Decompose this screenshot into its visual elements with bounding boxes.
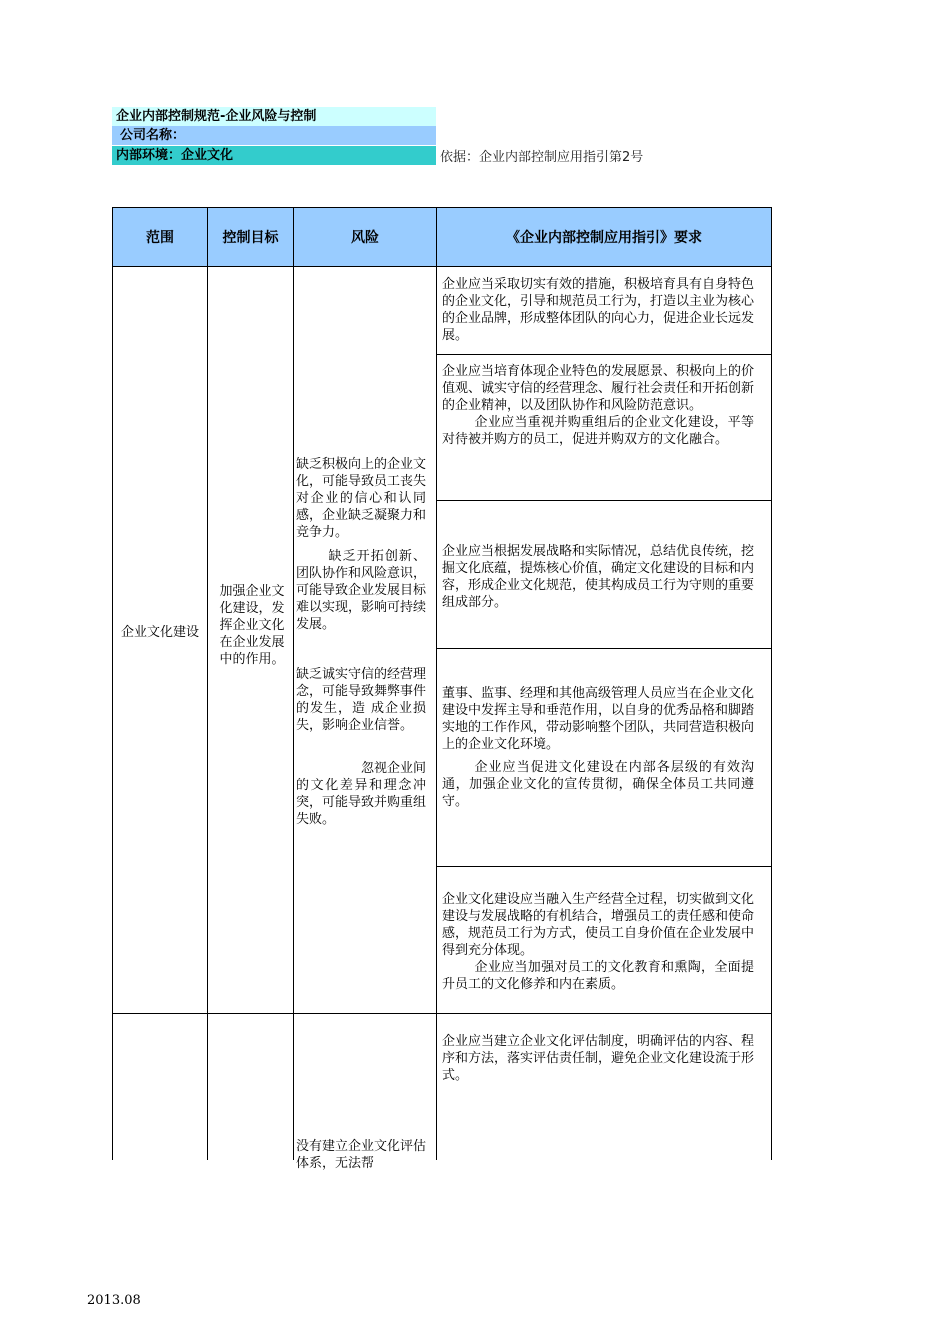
requirement-paragraph: 企业应当采取切实有效的措施，积极培育具有自身特色的企业文化，引导和规范员工行为，打造以主业为核心的企业品牌，形成整体团队的向心力，促进企业长远发展。 — [442, 277, 755, 343]
risk-paragraph: 没有建立企业文化评估体系，无法帮 — [296, 1139, 427, 1171]
requirement-paragraph: 董事、监事、经理和其他高级管理人员应当在企业文化建设中发挥主导和垂范作用，以自身的优秀品格和脚踏实地的工作作风，带动影响整个团队，共同营造积极向上的企业文化环境。 — [442, 686, 755, 752]
requirement-cell — [438, 543, 758, 611]
objective-cell: 加强企业文化建设，发挥企业文化在企业发展中的作用。 — [219, 584, 285, 667]
risk-paragraph: 忽视企业间的文化差异和理念冲突，可能导致并购重组失败。 — [296, 761, 427, 827]
risk-paragraph: 缺乏诚实守信的经营理念，可能导致舞弊事件的发生，造 成企业损失，影响企业信誉。 — [296, 667, 427, 733]
row-divider — [437, 354, 771, 355]
requirement-paragraph: 企业应当重视并购重组后的企业文化建设，平等对待被并购方的员工，促进并购双方的文化融合。 — [442, 415, 754, 447]
requirement-paragraph: 企业应当建立企业文化评估制度，明确评估的内容、程序和方法，落实评估责任制，避免企业文化建设流于形式。 — [442, 1034, 755, 1083]
row-divider — [437, 648, 771, 649]
risk-paragraph: 缺乏积极向上的企业文化，可能导致员工丧失对企业的信心和认同感，企业缺乏凝聚力和竞争力。 — [296, 457, 427, 540]
column-header-objective: 控制目标 — [208, 208, 293, 266]
company-name-label: 公司名称： — [112, 126, 436, 145]
column-divider — [293, 208, 294, 1160]
requirement-cell — [438, 276, 758, 344]
requirement-cell — [438, 891, 758, 993]
row-divider — [113, 1013, 771, 1014]
requirement-paragraph: 企业应当根据发展战略和实际情况，总结优良传统，挖掘文化底蕴，提炼核心价值，确定文化建设的目标和内容，形成企业文化规范，使其构成员工行为守则的重要组成部分。 — [442, 544, 755, 610]
document-date: 2013.08 — [87, 1293, 141, 1308]
row-divider — [437, 866, 771, 867]
column-header-requirements: 《企业内部控制应用指引》要求 — [437, 208, 771, 266]
requirement-cell — [438, 1033, 758, 1084]
requirement-cell — [438, 363, 758, 448]
requirement-paragraph: 企业文化建设应当融入生产经营全过程，切实做到文化建设与发展战略的有机结合，增强员工的责任感和使命感，规范员工行为方式，使员工自身价值在企业发展中得到充分体现。 — [442, 892, 755, 958]
row-divider — [437, 500, 771, 501]
column-header-scope: 范围 — [113, 208, 207, 266]
row-divider — [113, 266, 771, 267]
requirement-paragraph: 企业应当促进文化建设在内部各层级的有效沟通，加强企业文化的宣传贯彻，确保全体员工共同遵守。 — [442, 760, 754, 809]
column-divider — [436, 208, 437, 1160]
document-title: 企业内部控制规范-企业风险与控制 — [112, 107, 436, 126]
environment-label: 内部环境：企业文化 — [112, 146, 436, 165]
requirement-paragraph: 企业应当加强对员工的文化教育和熏陶，全面提升员工的文化修养和内在素质。 — [442, 960, 754, 992]
basis-reference: 依据：企业内部控制应用指引第2号 — [440, 150, 644, 165]
control-table — [112, 207, 772, 1171]
scope-cell: 企业文化建设 — [120, 625, 199, 640]
column-divider — [207, 208, 208, 1160]
requirement-paragraph: 企业应当培育体现企业特色的发展愿景、积极向上的价值观、诚实守信的经营理念、履行社会责任和开拓创新的企业精神，以及团队协作和风险防范意识。 — [442, 364, 755, 413]
requirement-cell — [438, 685, 758, 810]
risk-paragraph: 缺乏开拓创新、团队协作和风险意识，可能导致企业发展目标难以实现，影响可持续发展。 — [296, 549, 427, 632]
column-header-risk: 风险 — [294, 208, 436, 266]
